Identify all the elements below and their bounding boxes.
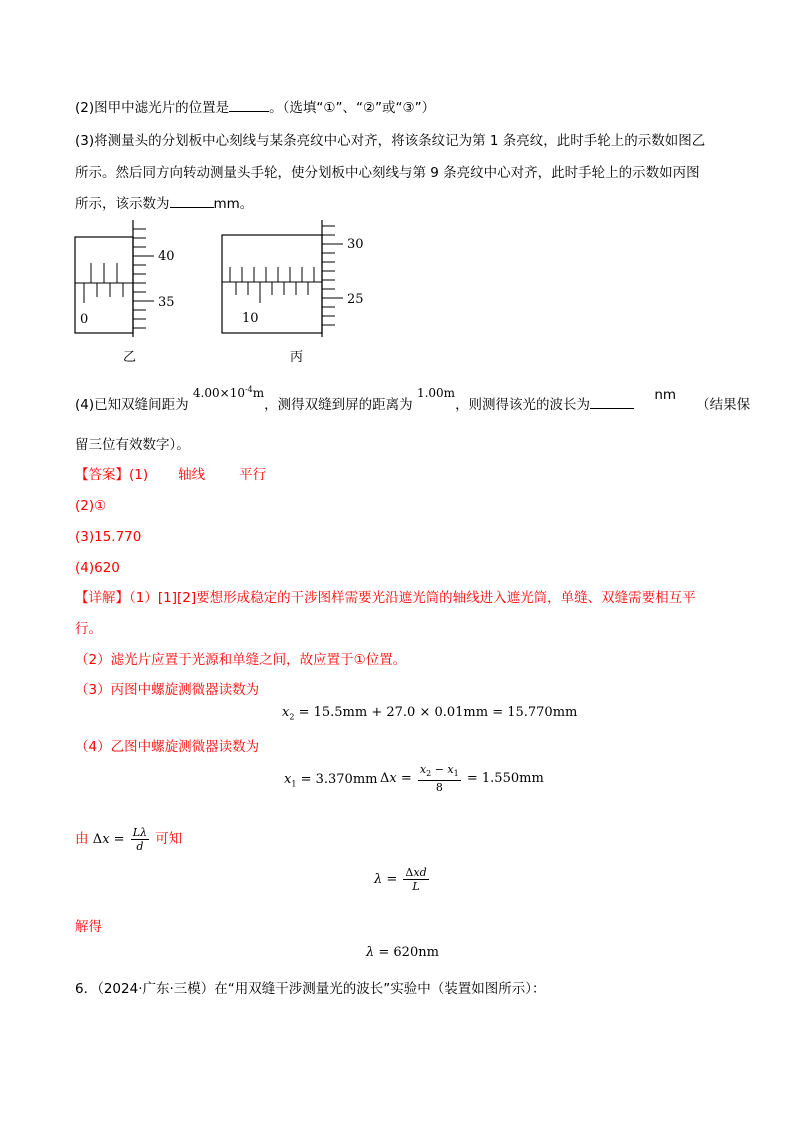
question-4-mid: ，测得双缝到屏的距离为: [264, 397, 413, 413]
formula-lambda: λ = $\frac{\text{Δxd}}{L}$: [374, 866, 427, 893]
main-scale-label: 10: [242, 311, 259, 326]
micrometer-yi: [75, 220, 175, 365]
question-4-unit: nm: [654, 387, 677, 403]
question-4-text: (4)已知双缝间距为: [75, 397, 189, 413]
answer-1-blank-2: 平行: [239, 467, 267, 483]
detail-5-prefix: 由: [75, 831, 89, 847]
micrometer-figures: [70, 215, 390, 370]
detail-1-line2: 行。: [75, 621, 102, 637]
answer-4: (4)620: [75, 560, 120, 576]
fraction-x2-minus-x1-over-8: $\frac{x_2 - x_1}{8}$: [419, 763, 459, 795]
question-6: 6．（2024·广东·三模）在“用双缝干涉测量光的波长”实验中（装置如图所示）：: [75, 981, 546, 997]
figure-caption-bing: 丙: [290, 350, 304, 365]
question-4-suffix: （结果保: [696, 397, 751, 413]
equation-x1-rhs: = 3.370mm: [300, 772, 378, 787]
answer-blank: [229, 97, 269, 112]
thimble-ticks: [133, 229, 154, 328]
main-scale-label: 0: [80, 312, 89, 327]
thimble-label-top: 30: [347, 237, 364, 252]
micrometer-bing: [222, 220, 364, 365]
detail-4: （4）乙图中螺旋测微器读数为: [75, 739, 260, 755]
detail-label: 【详解】: [75, 590, 129, 606]
symbol-lambda: λ: [366, 945, 375, 960]
detail-1-line1: [75, 588, 696, 608]
slit-spacing-value: [193, 386, 264, 400]
equation-lambda-result: [366, 945, 439, 960]
symbol-lambda: λ: [374, 872, 383, 887]
answer-3: (3)15.770: [75, 529, 142, 545]
thimble-ticks: [322, 226, 343, 325]
question-2-suffix: 。（选填“①”、“②”或“③”）: [269, 100, 436, 116]
equation-x2: [282, 705, 577, 722]
thimble-label-top: 40: [158, 249, 175, 264]
equation-delta-x: [380, 763, 544, 794]
answer-blank: [590, 394, 634, 409]
formula-delta-x: Δx = $\frac{L\lambda}{d}$: [92, 826, 147, 853]
question-4-mid2: ，则测得该光的波长为: [455, 397, 591, 413]
thimble-label-bottom: 35: [158, 295, 175, 310]
answer-label: 【答案】: [75, 467, 129, 483]
question-4-line1: [75, 385, 751, 415]
detail-5: [75, 826, 182, 853]
question-2-text: (2)图甲中滤光片的位置是: [75, 100, 230, 116]
question-3-unit: mm。: [213, 196, 254, 212]
thimble-label-bottom: 25: [347, 292, 364, 307]
detail-3: （3）丙图中螺旋测微器读数为: [75, 682, 260, 698]
equation-x1: [284, 772, 377, 789]
question-4-line2: 留三位有效数字）。: [75, 437, 190, 453]
answer-blank: [170, 193, 214, 208]
slit-spacing-unit: m: [252, 386, 265, 400]
figure-caption-yi: 乙: [123, 350, 137, 365]
answer-1: [75, 465, 266, 485]
screen-distance-value: 1.00m: [416, 386, 456, 400]
question-3-line3: [75, 193, 253, 214]
detail-solve: 解得: [75, 919, 102, 935]
answer-1-number: (1): [129, 467, 149, 483]
symbol-delta-x: Δx =: [380, 771, 412, 787]
symbol-x2: $x_2$: [282, 705, 295, 722]
question-2: [75, 97, 435, 118]
answer-2: (2)①: [75, 498, 107, 514]
detail-1-text: （1）[1][2]要想形成稳定的干涉图样需要光沿遮光筒的轴线进入遮光筒，单缝、双缝需要相互平: [129, 590, 696, 606]
question-3-line1: (3)将测量头的分划板中心刻线与某条亮纹中心对齐，将该条纹记为第 1 条亮纹，此时手轮上的示数如图乙: [75, 133, 706, 149]
equation-delta-x-rhs: = 1.550mm: [466, 771, 544, 787]
detail-5-suffix: 可知: [155, 831, 183, 847]
slit-spacing-mantissa: 4.00×10: [192, 386, 245, 400]
question-3-line2: 所示。然后同方向转动测量头手轮，使分划板中心刻线与第 9 条亮纹中心对齐，此时手轮上的示数如丙图: [75, 165, 700, 181]
equation-x2-rhs: = 15.5mm + 27.0 × 0.01mm = 15.770mm: [298, 705, 578, 720]
symbol-x1: $x_1$: [284, 772, 297, 789]
answer-1-blank-1: 轴线: [178, 467, 206, 483]
slit-spacing-exponent: -4: [244, 385, 253, 394]
equation-lambda-rhs: = 620nm: [378, 945, 439, 960]
question-3-text: 所示，该示数为: [75, 196, 170, 212]
detail-2: （2）滤光片应置于光源和单缝之间，故应置于①位置。: [75, 652, 407, 668]
